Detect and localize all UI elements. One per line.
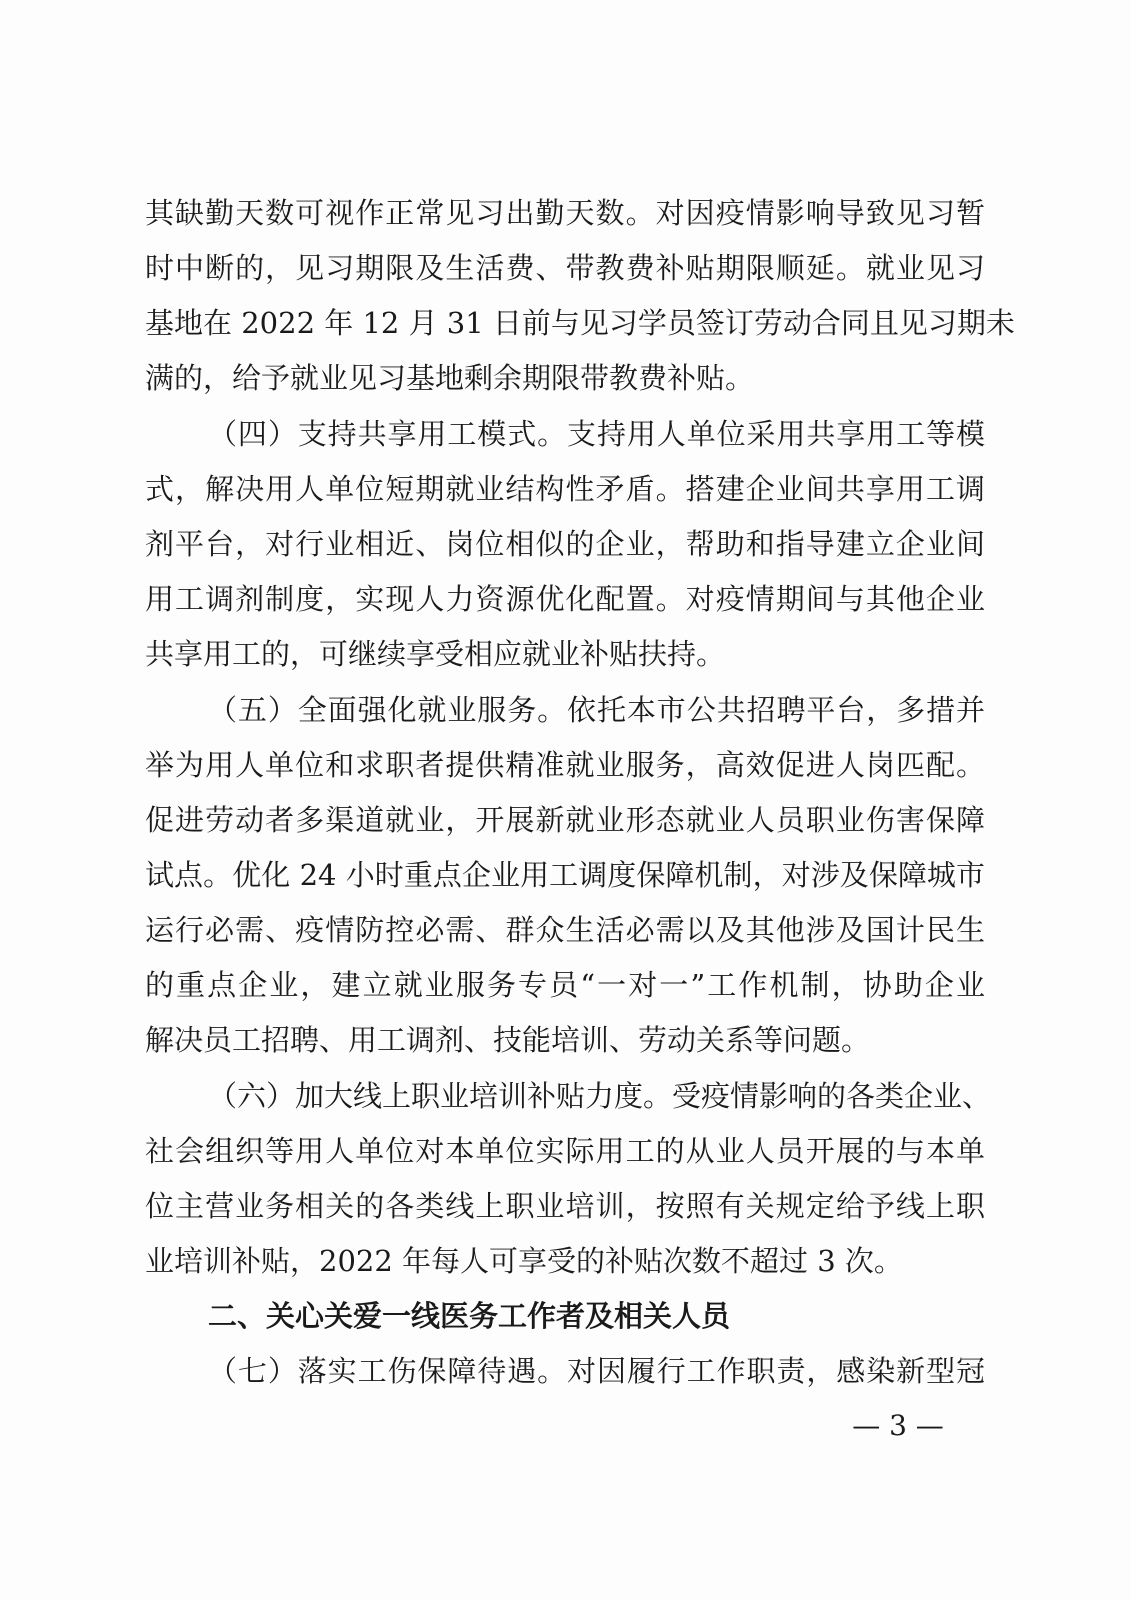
paragraph-line: （四）支持共享用工模式。支持用人单位采用共享用工等模 [208,417,985,451]
paragraph-line: 满的，给予就业见习基地剩余期限带教费补贴。 [145,361,755,395]
paragraph-line: 解决员工招聘、用工调剂、技能培训、劳动关系等问题。 [145,1023,871,1057]
page-number: — 3 — [852,1409,944,1442]
paragraph-line: 的重点企业，建立就业服务专员“一对一”工作机制，协助企业 [145,968,985,1002]
paragraph-line: （七）落实工伤保障待遇。对因履行工作职责，感染新型冠 [208,1354,985,1388]
paragraph-line: 举为用人单位和求职者提供精准就业服务，高效促进人岗匹配。 [145,748,985,782]
paragraph-line: 试点。优化 24 小时重点企业用工调度保障机制，对涉及保障城市 [145,858,985,892]
paragraph-line: 共享用工的，可继续享受相应就业补贴扶持。 [145,637,726,671]
paragraph-line: （六）加大线上职业培训补贴力度。受疫情影响的各类企业、 [208,1079,992,1113]
paragraph-line: （五）全面强化就业服务。依托本市公共招聘平台，多措并 [208,693,985,727]
paragraph-line: 业培训补贴，2022 年每人可享受的补贴次数不超过 3 次。 [145,1244,903,1278]
paragraph-line: 用工调剂制度，实现人力资源优化配置。对疫情期间与其他企业 [145,582,985,616]
paragraph-line: 其缺勤天数可视作正常见习出勤天数。对因疫情影响导致见习暂 [145,196,985,230]
paragraph-line: 时中断的，见习期限及生活费、带教费补贴期限顺延。就业见习 [145,251,985,285]
section-heading: 二、关心关爱一线医务工作者及相关人员 [208,1299,731,1333]
paragraph-line: 位主营业务相关的各类线上职业培训，按照有关规定给予线上职 [145,1189,985,1223]
paragraph-line: 促进劳动者多渠道就业，开展新就业形态就业人员职业伤害保障 [145,803,985,837]
paragraph-line: 社会组织等用人单位对本单位实际用工的从业人员开展的与本单 [145,1134,985,1168]
paragraph-line: 运行必需、疫情防控必需、群众生活必需以及其他涉及国计民生 [145,913,985,947]
paragraph-line: 式，解决用人单位短期就业结构性矛盾。搭建企业间共享用工调 [145,472,985,506]
paragraph-line: 基地在 2022 年 12 月 31 日前与见习学员签订劳动合同且见习期未 [145,306,1015,340]
paragraph-line: 剂平台，对行业相近、岗位相似的企业，帮助和指导建立企业间 [145,527,985,561]
